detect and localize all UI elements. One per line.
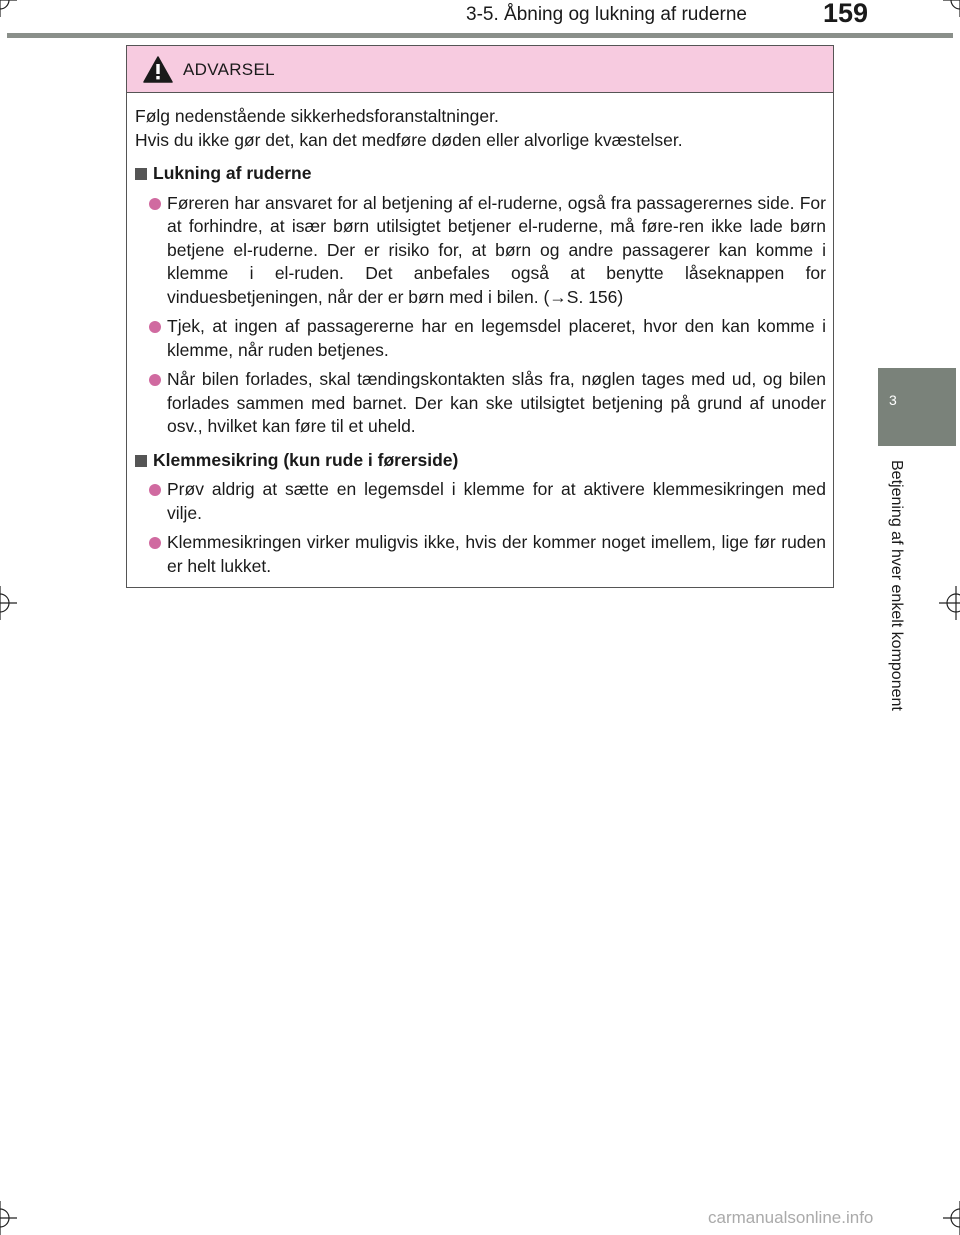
list-item bbox=[135, 315, 826, 362]
circle-bullet-icon bbox=[149, 198, 161, 210]
watermark-link[interactable]: carmanualsonline.info bbox=[708, 1208, 874, 1227]
crop-mark-top-left bbox=[0, 0, 17, 17]
header-rule bbox=[7, 33, 953, 38]
list-item-text: Klemmesikringen virker muligvis ikke, hvis der kommer noget imellem, lige før ruden er helt lukket. bbox=[167, 532, 826, 576]
list-item-text: Føreren har ansvaret for al betjening af el-ruderne, også fra passagerernes side. For at forhindre, at især børn utilsigtet betjener el-ruderne, må føre-ren ikke lade børn betjene el-ruderne. Der er risiko for, at børn og andre passagerer kan komme i klemme i el-ruden. Det anbefales også at benytte låseknappen for vinduesbetjeningen, når der er børn med i bilen. (→S. 156) bbox=[167, 192, 826, 307]
circle-bullet-icon bbox=[149, 537, 161, 549]
warning-intro bbox=[135, 105, 826, 152]
chapter-title-vertical bbox=[881, 460, 911, 760]
warning-triangle-icon bbox=[143, 56, 173, 83]
list-item bbox=[135, 478, 826, 525]
crop-mark-bottom-left bbox=[0, 1201, 17, 1235]
list-item-text: Når bilen forlades, skal tændingskontakten slås fra, nøglen tages med ud, og bilen forlades sammen med barnet. Der kan ske utilsigtet betjening på grund af unoder osv., hvilket kan føre til et uheld. bbox=[167, 369, 826, 436]
crop-mark-bottom-right bbox=[943, 1201, 960, 1235]
list-item bbox=[135, 192, 826, 310]
page-number: 159 bbox=[823, 0, 869, 28]
warning-label: ADVARSEL bbox=[183, 60, 275, 79]
crop-mark-mid-right bbox=[939, 586, 960, 620]
circle-bullet-icon bbox=[149, 374, 161, 386]
chapter-number: 3 bbox=[889, 392, 897, 408]
section-title: 3-5. Åbning og lukning af ruderne bbox=[466, 4, 747, 25]
intro-line: Følg nedenstående sikkerhedsforanstaltninger. bbox=[135, 106, 499, 126]
warning-box bbox=[126, 45, 834, 588]
warning-header bbox=[127, 46, 833, 93]
list-item-text: Tjek, at ingen af passagererne har en legemsdel placeret, hvor den kan komme i klemme, når ruden betjenes. bbox=[167, 316, 826, 360]
list-item bbox=[135, 368, 826, 439]
list-item-text: Prøv aldrig at sætte en legemsdel i klemme for at aktivere klemmesikringen med vilje. bbox=[167, 479, 826, 523]
section-heading-text: Lukning af ruderne bbox=[153, 163, 312, 183]
section-heading-text: Klemmesikring (kun rude i førerside) bbox=[153, 449, 459, 470]
square-bullet-icon bbox=[135, 168, 147, 180]
warning-body bbox=[127, 93, 833, 578]
section-heading-lukning bbox=[135, 162, 826, 186]
section-heading-klemmesikring bbox=[135, 449, 826, 473]
circle-bullet-icon bbox=[149, 484, 161, 496]
square-bullet-icon bbox=[135, 455, 147, 467]
circle-bullet-icon bbox=[149, 321, 161, 333]
crop-mark-mid-left bbox=[0, 586, 17, 620]
chapter-title: Betjening af hver enkelt komponent bbox=[888, 460, 905, 711]
list-item bbox=[135, 531, 826, 578]
intro-line: Hvis du ikke gør det, kan det medføre døden eller alvorlige kvæstelser. bbox=[135, 129, 683, 150]
crop-mark-top-right bbox=[943, 0, 960, 17]
